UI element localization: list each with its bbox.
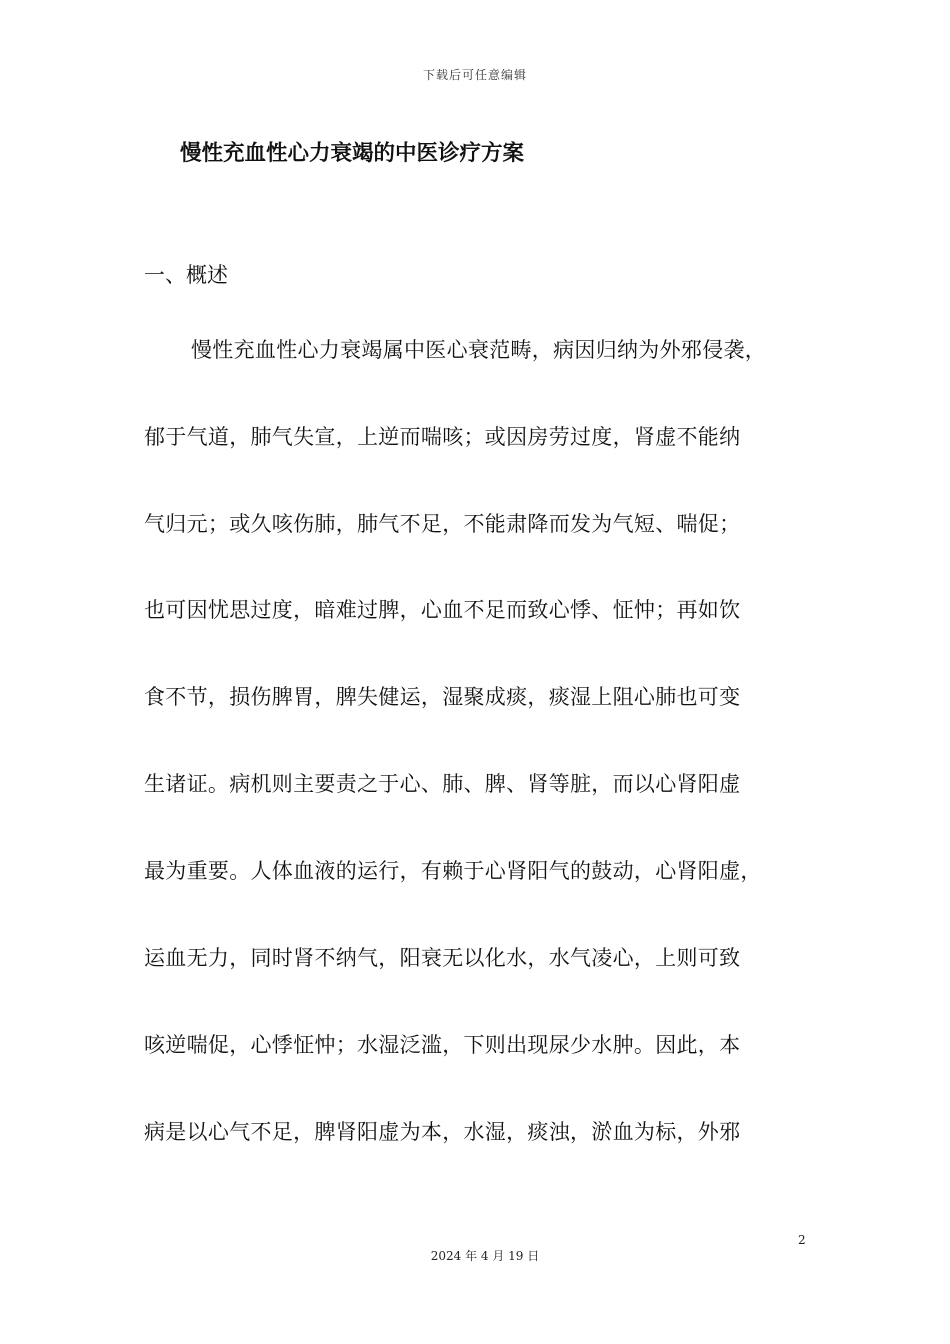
document-title: 慢性充血性心力衰竭的中医诊疗方案 <box>180 141 525 166</box>
paragraph-line: 气归元；或久咳伤肺，肺气不足，不能肃降而发为气短、喘促； <box>144 512 741 536</box>
footer-date: 2024 年 4 月 19 日 <box>430 1249 540 1263</box>
paragraph-line: 生诸证。病机则主要责之于心、肺、脾、肾等脏，而以心肾阳虚 <box>144 772 741 796</box>
paragraph-line: 也可因忧思过度，暗难过脾，心血不足而致心悸、怔忡；再如饮 <box>144 598 741 622</box>
paragraph-line: 病是以心气不足，脾肾阳虚为本，水湿，痰浊，淤血为标，外邪 <box>144 1120 741 1144</box>
page-number: 2 <box>798 1233 806 1247</box>
paragraph-line: 运血无力，同时肾不纳气，阳衰无以化水，水气凌心，上则可致 <box>144 946 741 970</box>
paragraph-line: 最为重要。人体血液的运行，有赖于心肾阳气的鼓动，心肾阳虚， <box>144 859 762 883</box>
paragraph-line: 慢性充血性心力衰竭属中医心衰范畴，病因归纳为外邪侵袭， <box>191 338 767 362</box>
paragraph-line: 食不节，损伤脾胃，脾失健运，湿聚成痰，痰湿上阻心肺也可变 <box>144 685 741 709</box>
paragraph-line: 郁于气道，肺气失宣，上逆而喘咳；或因房劳过度，肾虚不能纳 <box>144 425 741 449</box>
section-heading: 一、概述 <box>144 263 228 287</box>
paragraph-line: 咳逆喘促，心悸怔忡；水湿泛滥，下则出现尿少水肿。因此，本 <box>144 1033 741 1057</box>
header-note: 下载后可任意编辑 <box>422 68 527 82</box>
